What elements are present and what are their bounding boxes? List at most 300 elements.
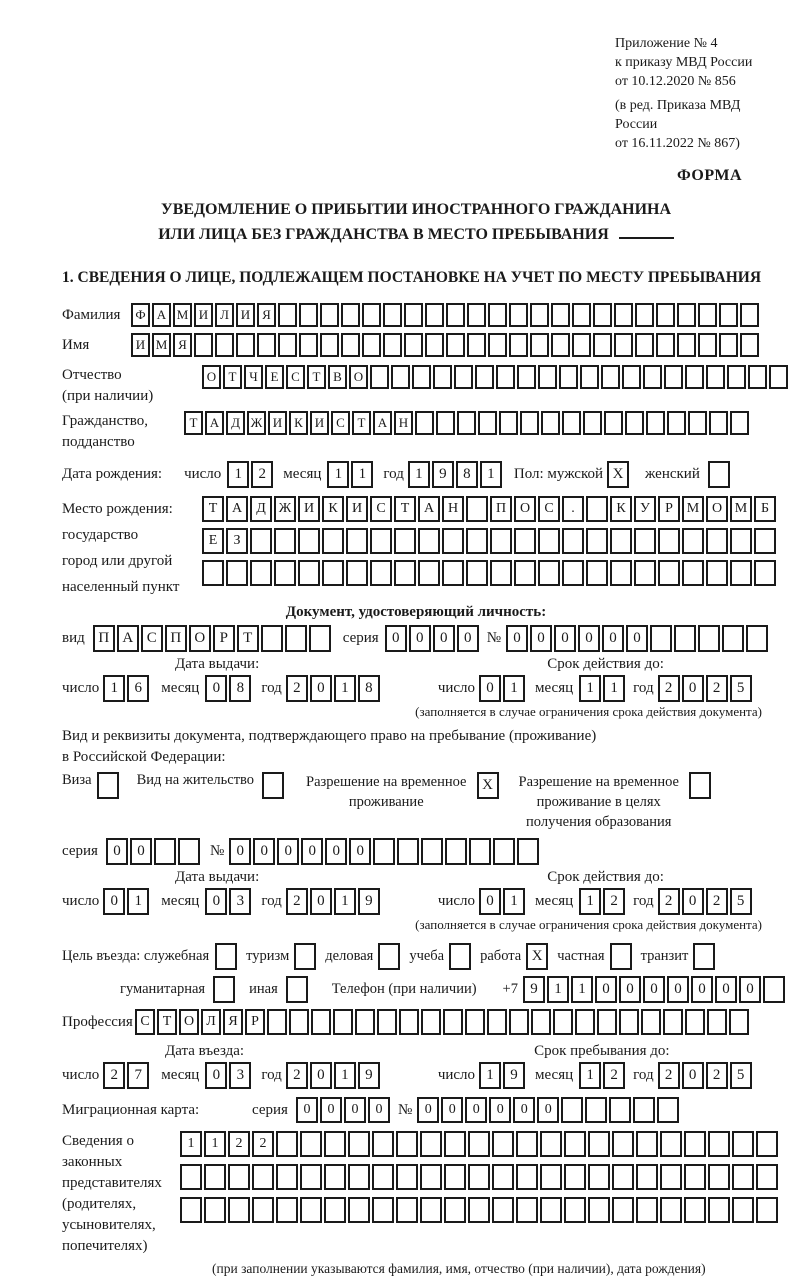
char-cell[interactable]: 2 [251, 461, 273, 488]
char-cell[interactable]: О [202, 365, 221, 389]
char-cell[interactable] [492, 1197, 514, 1223]
char-cell[interactable] [228, 1197, 250, 1223]
char-cell[interactable] [421, 838, 443, 865]
char-cell[interactable]: 1 [480, 461, 502, 488]
char-cell[interactable] [754, 528, 776, 554]
char-cell[interactable] [601, 365, 620, 389]
char-cell[interactable]: 1 [227, 461, 249, 488]
char-cell[interactable]: 0 [310, 675, 332, 702]
char-cell[interactable] [593, 303, 612, 327]
purpose-work-checkbox[interactable]: X [526, 943, 548, 970]
char-cell[interactable] [372, 1131, 394, 1157]
char-cell[interactable] [660, 1197, 682, 1223]
char-cell[interactable]: 0 [554, 625, 576, 652]
char-cell[interactable] [499, 411, 518, 435]
char-cell[interactable] [346, 528, 368, 554]
char-cell[interactable] [633, 1097, 655, 1123]
char-cell[interactable]: 2 [103, 1062, 125, 1089]
char-cell[interactable] [520, 411, 539, 435]
char-cell[interactable] [660, 1164, 682, 1190]
char-cell[interactable]: 1 [327, 461, 349, 488]
char-cell[interactable]: 1 [503, 888, 525, 915]
char-cell[interactable]: 0 [530, 625, 552, 652]
char-cell[interactable] [383, 333, 402, 357]
char-cell[interactable] [490, 560, 512, 586]
char-cell[interactable] [756, 1164, 778, 1190]
char-cell[interactable]: Д [226, 411, 245, 435]
char-cell[interactable]: 5 [730, 888, 752, 915]
char-cell[interactable] [396, 1197, 418, 1223]
residence-permit-checkbox[interactable] [262, 772, 284, 799]
char-cell[interactable] [730, 411, 749, 435]
temp-residence-edu-checkbox[interactable] [689, 772, 711, 799]
char-cell[interactable] [769, 365, 788, 389]
char-cell[interactable]: 7 [127, 1062, 149, 1089]
char-cell[interactable]: У [634, 496, 656, 522]
char-cell[interactable]: 0 [513, 1097, 535, 1123]
char-cell[interactable] [154, 838, 176, 865]
char-cell[interactable] [685, 1009, 705, 1035]
char-cell[interactable] [487, 1009, 507, 1035]
char-cell[interactable] [572, 303, 591, 327]
char-cell[interactable] [588, 1197, 610, 1223]
char-cell[interactable] [538, 365, 557, 389]
char-cell[interactable] [298, 560, 320, 586]
char-cell[interactable]: К [610, 496, 632, 522]
char-cell[interactable]: В [328, 365, 347, 389]
char-cell[interactable] [444, 1164, 466, 1190]
char-cell[interactable] [274, 528, 296, 554]
char-cell[interactable] [226, 560, 248, 586]
char-cell[interactable]: Т [202, 496, 224, 522]
char-cell[interactable] [722, 625, 744, 652]
char-cell[interactable] [228, 1164, 250, 1190]
char-cell[interactable] [636, 1164, 658, 1190]
char-cell[interactable] [551, 303, 570, 327]
char-cell[interactable] [394, 560, 416, 586]
char-cell[interactable] [396, 1164, 418, 1190]
char-cell[interactable]: 0 [106, 838, 128, 865]
char-cell[interactable] [538, 528, 560, 554]
char-cell[interactable] [580, 365, 599, 389]
char-cell[interactable]: Я [257, 303, 276, 327]
char-cell[interactable] [572, 333, 591, 357]
char-cell[interactable]: 0 [301, 838, 323, 865]
char-cell[interactable] [706, 560, 728, 586]
char-cell[interactable] [445, 838, 467, 865]
char-cell[interactable] [322, 528, 344, 554]
char-cell[interactable]: 0 [619, 976, 641, 1003]
char-cell[interactable]: 0 [602, 625, 624, 652]
char-cell[interactable] [562, 411, 581, 435]
char-cell[interactable] [586, 528, 608, 554]
char-cell[interactable]: 8 [456, 461, 478, 488]
char-cell[interactable] [370, 560, 392, 586]
char-cell[interactable] [588, 1164, 610, 1190]
char-cell[interactable] [493, 838, 515, 865]
char-cell[interactable] [467, 303, 486, 327]
char-cell[interactable] [564, 1197, 586, 1223]
char-cell[interactable] [418, 528, 440, 554]
char-cell[interactable] [509, 303, 528, 327]
char-cell[interactable] [562, 560, 584, 586]
char-cell[interactable]: И [131, 333, 150, 357]
char-cell[interactable]: П [490, 496, 512, 522]
purpose-business-checkbox[interactable] [378, 943, 400, 970]
char-cell[interactable] [553, 1009, 573, 1035]
char-cell[interactable] [178, 838, 200, 865]
char-cell[interactable] [412, 365, 431, 389]
char-cell[interactable] [667, 411, 686, 435]
char-cell[interactable] [517, 365, 536, 389]
char-cell[interactable] [467, 333, 486, 357]
char-cell[interactable] [468, 1197, 490, 1223]
char-cell[interactable] [415, 411, 434, 435]
char-cell[interactable] [278, 303, 297, 327]
char-cell[interactable]: С [370, 496, 392, 522]
char-cell[interactable] [730, 560, 752, 586]
char-cell[interactable] [698, 625, 720, 652]
char-cell[interactable]: С [141, 625, 163, 652]
char-cell[interactable] [466, 528, 488, 554]
char-cell[interactable] [540, 1131, 562, 1157]
char-cell[interactable]: И [298, 496, 320, 522]
char-cell[interactable]: Б [754, 496, 776, 522]
char-cell[interactable]: 1 [334, 675, 356, 702]
char-cell[interactable] [383, 303, 402, 327]
char-cell[interactable] [708, 1197, 730, 1223]
char-cell[interactable]: А [152, 303, 171, 327]
char-cell[interactable]: Л [215, 303, 234, 327]
purpose-tourism-checkbox[interactable] [294, 943, 316, 970]
char-cell[interactable] [250, 560, 272, 586]
char-cell[interactable]: И [194, 303, 213, 327]
purpose-humanitarian-checkbox[interactable] [213, 976, 235, 1003]
char-cell[interactable]: 0 [479, 675, 501, 702]
char-cell[interactable] [698, 303, 717, 327]
char-cell[interactable]: 0 [457, 625, 479, 652]
char-cell[interactable]: С [286, 365, 305, 389]
char-cell[interactable]: П [93, 625, 115, 652]
char-cell[interactable] [719, 303, 738, 327]
char-cell[interactable] [612, 1164, 634, 1190]
char-cell[interactable] [362, 333, 381, 357]
char-cell[interactable] [588, 1131, 610, 1157]
char-cell[interactable] [252, 1164, 274, 1190]
char-cell[interactable] [604, 411, 623, 435]
char-cell[interactable] [514, 528, 536, 554]
char-cell[interactable]: 0 [344, 1097, 366, 1123]
char-cell[interactable] [469, 838, 491, 865]
char-cell[interactable] [614, 303, 633, 327]
char-cell[interactable]: 0 [578, 625, 600, 652]
char-cell[interactable] [252, 1197, 274, 1223]
char-cell[interactable] [658, 528, 680, 554]
char-cell[interactable]: 0 [667, 976, 689, 1003]
char-cell[interactable] [625, 411, 644, 435]
char-cell[interactable] [559, 365, 578, 389]
char-cell[interactable] [372, 1164, 394, 1190]
char-cell[interactable] [442, 560, 464, 586]
char-cell[interactable] [641, 1009, 661, 1035]
char-cell[interactable]: Я [173, 333, 192, 357]
char-cell[interactable] [299, 303, 318, 327]
char-cell[interactable]: 9 [358, 888, 380, 915]
char-cell[interactable] [530, 303, 549, 327]
char-cell[interactable] [682, 560, 704, 586]
char-cell[interactable] [746, 625, 768, 652]
char-cell[interactable] [612, 1131, 634, 1157]
char-cell[interactable] [540, 1164, 562, 1190]
char-cell[interactable] [285, 625, 307, 652]
char-cell[interactable]: А [226, 496, 248, 522]
char-cell[interactable]: 0 [506, 625, 528, 652]
char-cell[interactable]: Н [394, 411, 413, 435]
purpose-study-checkbox[interactable] [449, 943, 471, 970]
char-cell[interactable]: 0 [385, 625, 407, 652]
char-cell[interactable] [180, 1197, 202, 1223]
visa-checkbox[interactable] [97, 772, 119, 799]
char-cell[interactable] [593, 333, 612, 357]
char-cell[interactable]: И [310, 411, 329, 435]
char-cell[interactable] [707, 1009, 727, 1035]
char-cell[interactable] [457, 411, 476, 435]
char-cell[interactable]: С [331, 411, 350, 435]
char-cell[interactable]: О [179, 1009, 199, 1035]
sex-male-checkbox[interactable]: X [607, 461, 629, 488]
char-cell[interactable]: 2 [603, 1062, 625, 1089]
char-cell[interactable] [478, 411, 497, 435]
char-cell[interactable]: 8 [229, 675, 251, 702]
char-cell[interactable]: А [205, 411, 224, 435]
char-cell[interactable] [635, 333, 654, 357]
char-cell[interactable] [586, 560, 608, 586]
char-cell[interactable]: Я [223, 1009, 243, 1035]
char-cell[interactable]: 0 [277, 838, 299, 865]
char-cell[interactable] [496, 365, 515, 389]
char-cell[interactable] [341, 333, 360, 357]
char-cell[interactable] [278, 333, 297, 357]
char-cell[interactable]: 0 [691, 976, 713, 1003]
char-cell[interactable] [709, 411, 728, 435]
char-cell[interactable] [267, 1009, 287, 1035]
char-cell[interactable]: 1 [103, 675, 125, 702]
char-cell[interactable] [404, 333, 423, 357]
char-cell[interactable] [516, 1164, 538, 1190]
char-cell[interactable] [348, 1164, 370, 1190]
char-cell[interactable] [446, 333, 465, 357]
char-cell[interactable]: 0 [310, 1062, 332, 1089]
char-cell[interactable] [396, 1131, 418, 1157]
char-cell[interactable] [355, 1009, 375, 1035]
char-cell[interactable] [433, 365, 452, 389]
char-cell[interactable] [418, 560, 440, 586]
char-cell[interactable] [346, 560, 368, 586]
char-cell[interactable] [421, 1009, 441, 1035]
char-cell[interactable]: А [117, 625, 139, 652]
char-cell[interactable] [677, 333, 696, 357]
char-cell[interactable] [442, 528, 464, 554]
char-cell[interactable] [634, 528, 656, 554]
char-cell[interactable]: Т [352, 411, 371, 435]
char-cell[interactable] [562, 528, 584, 554]
char-cell[interactable]: 1 [351, 461, 373, 488]
char-cell[interactable] [377, 1009, 397, 1035]
char-cell[interactable] [754, 560, 776, 586]
char-cell[interactable] [531, 1009, 551, 1035]
temp-residence-checkbox[interactable]: X [477, 772, 499, 799]
purpose-official-checkbox[interactable] [215, 943, 237, 970]
char-cell[interactable] [492, 1164, 514, 1190]
char-cell[interactable]: 0 [205, 888, 227, 915]
char-cell[interactable] [732, 1131, 754, 1157]
char-cell[interactable]: Т [307, 365, 326, 389]
char-cell[interactable] [204, 1164, 226, 1190]
char-cell[interactable]: Ч [244, 365, 263, 389]
char-cell[interactable]: Т [184, 411, 203, 435]
char-cell[interactable] [324, 1131, 346, 1157]
char-cell[interactable] [684, 1131, 706, 1157]
char-cell[interactable]: 0 [103, 888, 125, 915]
char-cell[interactable]: 2 [658, 1062, 680, 1089]
char-cell[interactable] [664, 365, 683, 389]
char-cell[interactable]: Т [223, 365, 242, 389]
char-cell[interactable] [541, 411, 560, 435]
char-cell[interactable] [391, 365, 410, 389]
char-cell[interactable] [561, 1097, 583, 1123]
char-cell[interactable] [636, 1131, 658, 1157]
char-cell[interactable]: 1 [547, 976, 569, 1003]
char-cell[interactable] [677, 303, 696, 327]
char-cell[interactable] [727, 365, 746, 389]
char-cell[interactable] [446, 303, 465, 327]
char-cell[interactable]: 1 [408, 461, 430, 488]
char-cell[interactable] [420, 1164, 442, 1190]
char-cell[interactable]: 3 [229, 1062, 251, 1089]
char-cell[interactable] [397, 838, 419, 865]
char-cell[interactable] [468, 1164, 490, 1190]
char-cell[interactable] [597, 1009, 617, 1035]
char-cell[interactable] [348, 1197, 370, 1223]
char-cell[interactable] [663, 1009, 683, 1035]
char-cell[interactable] [730, 528, 752, 554]
char-cell[interactable] [394, 528, 416, 554]
char-cell[interactable]: 1 [503, 675, 525, 702]
char-cell[interactable] [488, 303, 507, 327]
char-cell[interactable]: 0 [325, 838, 347, 865]
char-cell[interactable]: 5 [730, 675, 752, 702]
char-cell[interactable]: Е [265, 365, 284, 389]
char-cell[interactable] [516, 1197, 538, 1223]
char-cell[interactable]: 2 [286, 1062, 308, 1089]
char-cell[interactable] [204, 1197, 226, 1223]
char-cell[interactable] [299, 333, 318, 357]
char-cell[interactable]: 0 [441, 1097, 463, 1123]
char-cell[interactable] [333, 1009, 353, 1035]
char-cell[interactable] [475, 365, 494, 389]
char-cell[interactable] [551, 333, 570, 357]
char-cell[interactable]: К [289, 411, 308, 435]
char-cell[interactable] [609, 1097, 631, 1123]
char-cell[interactable] [509, 333, 528, 357]
char-cell[interactable] [444, 1131, 466, 1157]
char-cell[interactable] [610, 528, 632, 554]
char-cell[interactable]: 1 [479, 1062, 501, 1089]
char-cell[interactable]: 0 [368, 1097, 390, 1123]
char-cell[interactable]: А [373, 411, 392, 435]
char-cell[interactable]: 0 [715, 976, 737, 1003]
char-cell[interactable]: 0 [595, 976, 617, 1003]
char-cell[interactable] [657, 1097, 679, 1123]
char-cell[interactable] [488, 333, 507, 357]
char-cell[interactable] [215, 333, 234, 357]
char-cell[interactable]: О [189, 625, 211, 652]
char-cell[interactable]: Ж [247, 411, 266, 435]
char-cell[interactable]: 0 [349, 838, 371, 865]
char-cell[interactable] [636, 1197, 658, 1223]
char-cell[interactable]: 0 [479, 888, 501, 915]
char-cell[interactable] [466, 560, 488, 586]
sex-female-checkbox[interactable] [708, 461, 730, 488]
char-cell[interactable] [276, 1164, 298, 1190]
char-cell[interactable]: С [135, 1009, 155, 1035]
char-cell[interactable]: З [226, 528, 248, 554]
char-cell[interactable] [729, 1009, 749, 1035]
char-cell[interactable]: 5 [730, 1062, 752, 1089]
char-cell[interactable] [425, 333, 444, 357]
char-cell[interactable] [444, 1197, 466, 1223]
char-cell[interactable]: Ж [274, 496, 296, 522]
char-cell[interactable] [646, 411, 665, 435]
char-cell[interactable] [289, 1009, 309, 1035]
char-cell[interactable] [492, 1131, 514, 1157]
char-cell[interactable] [370, 528, 392, 554]
char-cell[interactable] [564, 1131, 586, 1157]
char-cell[interactable] [468, 1131, 490, 1157]
char-cell[interactable] [575, 1009, 595, 1035]
char-cell[interactable] [619, 1009, 639, 1035]
char-cell[interactable]: А [418, 496, 440, 522]
char-cell[interactable]: 0 [643, 976, 665, 1003]
char-cell[interactable] [650, 625, 672, 652]
purpose-transit-checkbox[interactable] [693, 943, 715, 970]
char-cell[interactable]: 2 [706, 888, 728, 915]
char-cell[interactable]: 9 [523, 976, 545, 1003]
char-cell[interactable] [635, 303, 654, 327]
char-cell[interactable]: 9 [358, 1062, 380, 1089]
char-cell[interactable]: 8 [358, 675, 380, 702]
char-cell[interactable]: 0 [130, 838, 152, 865]
char-cell[interactable]: 0 [417, 1097, 439, 1123]
char-cell[interactable]: М [173, 303, 192, 327]
char-cell[interactable] [194, 333, 213, 357]
char-cell[interactable] [298, 528, 320, 554]
char-cell[interactable]: 0 [253, 838, 275, 865]
char-cell[interactable]: Д [250, 496, 272, 522]
char-cell[interactable] [660, 1131, 682, 1157]
char-cell[interactable]: С [538, 496, 560, 522]
char-cell[interactable]: 2 [658, 675, 680, 702]
char-cell[interactable] [300, 1164, 322, 1190]
char-cell[interactable] [706, 528, 728, 554]
char-cell[interactable]: 0 [433, 625, 455, 652]
char-cell[interactable] [320, 333, 339, 357]
char-cell[interactable] [708, 1131, 730, 1157]
char-cell[interactable] [719, 333, 738, 357]
char-cell[interactable] [465, 1009, 485, 1035]
purpose-private-checkbox[interactable] [610, 943, 632, 970]
char-cell[interactable]: 1 [579, 1062, 601, 1089]
